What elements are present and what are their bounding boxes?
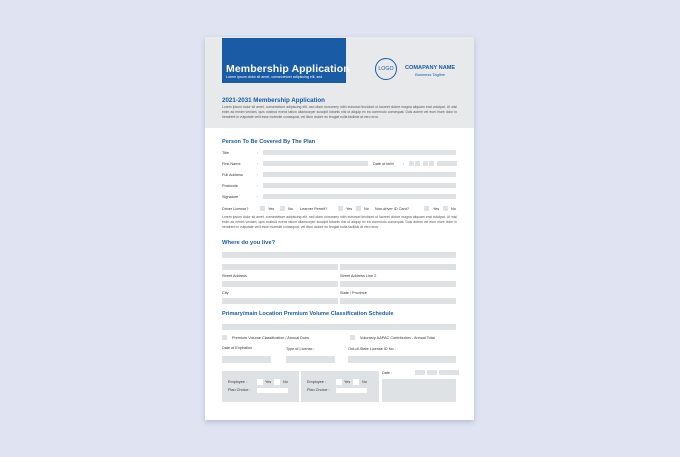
yes-label: Yes	[346, 207, 353, 211]
premium-volume-label: Premium Volume Classification / Annual Dues	[232, 336, 310, 340]
learner-permit-no-checkbox[interactable]	[356, 206, 361, 211]
title-label: Title	[222, 151, 230, 155]
employee-1-no-checkbox[interactable]	[274, 379, 280, 385]
company-tagline: Business Tagline	[415, 72, 446, 77]
employee-label-1: Employee :	[228, 380, 247, 384]
plan-choice-field-1[interactable]	[257, 388, 288, 393]
schedule-field[interactable]	[222, 324, 456, 330]
street-address-label: Street Address	[222, 274, 247, 278]
dob-month-1[interactable]	[423, 161, 428, 166]
signature-date-box[interactable]	[382, 379, 456, 402]
date-day-2[interactable]	[420, 370, 425, 375]
colon: :	[257, 161, 259, 166]
oos-license-label: Out-of-State License ID No :	[348, 347, 396, 351]
expiration-field[interactable]	[222, 356, 271, 363]
title-banner	[222, 38, 350, 83]
expiration-label: Date of Expiration	[222, 346, 253, 350]
street-address-field[interactable]	[222, 264, 338, 270]
city-value-field[interactable]	[222, 298, 338, 304]
driver-license-no-checkbox[interactable]	[280, 206, 285, 211]
full-address-field[interactable]	[263, 172, 456, 177]
learner-permit-yes-checkbox[interactable]	[338, 206, 343, 211]
colon: :	[257, 194, 259, 199]
dob-label: Date of birth	[373, 162, 394, 166]
date-label: Date :	[382, 371, 393, 375]
no-label: No	[451, 207, 456, 211]
non-driver-id-yes-checkbox[interactable]	[424, 206, 429, 211]
dob-day-2[interactable]	[415, 161, 420, 166]
form-subtitle: Lorem ipsum dolor sit amet, consectetuer adipiscing elit, sed	[226, 75, 323, 79]
non-driver-id-label: Non-driver ID Card?	[375, 207, 409, 211]
date-month-2[interactable]	[432, 370, 437, 375]
person-paragraph: Lorem ipsum dolor sit amet, consectetuer adipiscing elit, sed diam nonummy nibh euismod tincidunt ut laoreet dolore magna aliquam erat volutpat. Ut wisi enim ad minim veniam, quis nostrud exerci tation ullamcorper suscipit lobortis nisl ut aliquip ex ea commodo consequat. Duis autem vel eum iriure dolor in hendrerit in vulputate velit esse molestie consequat, vel illum dolore eu feugiat nulla facilisis at vero eros	[222, 215, 457, 229]
employee-2-no-checkbox[interactable]	[353, 379, 359, 385]
oos-license-field[interactable]	[348, 356, 456, 363]
no-label: No	[362, 380, 367, 384]
colon: :	[257, 150, 259, 155]
intro-paragraph: Lorem ipsum dolor sit amet, consectetuer adipiscing elit, sed diam nonummy nibh euismod tincidunt ut laoreet dolore magna aliquam erat volutpat. Ut wisi enim ad minim veniam, quis nostrud exerci tation ullamcorper suscipit lobortis nisl ut aliquip ex ea commodo consequat. Duis autem vel eum iriure dolor in hendrerit in vulputate velit esse molestie consequat, vel illum dolore eu feugiat nulla facilisis at vero eros	[222, 105, 457, 119]
plan-choice-label-1: Plan Choice :	[228, 388, 251, 392]
signature-label: Signature	[222, 195, 239, 199]
dob-day-1[interactable]	[409, 161, 414, 166]
voluntary-aapac-label: Voluntary AAPAC Contribution - Annual Total	[360, 336, 435, 340]
first-name-field[interactable]	[263, 161, 368, 166]
colon: :	[257, 172, 259, 177]
title-field[interactable]	[263, 150, 456, 155]
company-name: COMAPANY NAME	[405, 65, 456, 71]
intro-heading: 2021-2031 Membership Application	[222, 97, 325, 104]
first-name-label: First Name	[222, 162, 241, 166]
full-address-label: Full Address	[222, 173, 243, 177]
yes-label: Yes	[265, 380, 272, 384]
postcode-field[interactable]	[263, 183, 456, 188]
yes-label: Yes	[344, 380, 351, 384]
plan-choice-label-2: Plan Choice :	[307, 388, 330, 392]
premium-volume-checkbox[interactable]	[222, 335, 227, 340]
street-address-2-label: Street Address Line 2	[340, 274, 377, 278]
signature-field[interactable]	[263, 194, 456, 199]
schedule-heading: Primary/main Location Premium Volume Classification Schedule	[222, 311, 394, 317]
no-label: No	[288, 207, 293, 211]
employee-label-2: Employee :	[307, 380, 326, 384]
non-driver-id-no-checkbox[interactable]	[443, 206, 448, 211]
street-address-2-field[interactable]	[340, 264, 456, 270]
colon: :	[257, 183, 259, 188]
no-label: No	[364, 207, 369, 211]
dob-month-2[interactable]	[429, 161, 434, 166]
driver-license-label: Driver License?	[222, 207, 249, 211]
state-value-field[interactable]	[340, 298, 456, 304]
employee-box-2	[301, 371, 379, 402]
application-page	[205, 37, 474, 420]
address-line-field[interactable]	[222, 252, 456, 258]
driver-license-yes-checkbox[interactable]	[260, 206, 265, 211]
company-block	[405, 65, 455, 77]
state-field[interactable]	[340, 281, 456, 287]
person-heading: Person To Be Covered By The Plan	[222, 139, 316, 145]
employee-2-yes-checkbox[interactable]	[336, 379, 342, 385]
form-title: Membership Application	[226, 63, 350, 75]
state-label: State / Province	[340, 291, 367, 295]
license-type-field[interactable]	[286, 356, 335, 363]
learner-permit-label: Learner Permit?	[300, 207, 328, 211]
city-label: City	[222, 291, 229, 295]
license-type-label: Type of License :	[286, 347, 315, 351]
voluntary-aapac-checkbox[interactable]	[350, 335, 355, 340]
city-field[interactable]	[222, 281, 338, 287]
yes-label: Yes	[268, 207, 275, 211]
employee-box-1	[222, 371, 299, 402]
yes-label: Yes	[433, 207, 440, 211]
postcode-label: Postcode	[222, 184, 238, 188]
dob-year-4[interactable]	[452, 161, 457, 166]
colon: :	[403, 161, 405, 166]
date-year-4[interactable]	[454, 370, 459, 375]
address-heading: Where do you live?	[222, 240, 276, 246]
logo-icon: LOGO	[375, 58, 397, 80]
plan-choice-field-2[interactable]	[336, 388, 367, 393]
employee-1-yes-checkbox[interactable]	[257, 379, 263, 385]
no-label: No	[283, 380, 288, 384]
